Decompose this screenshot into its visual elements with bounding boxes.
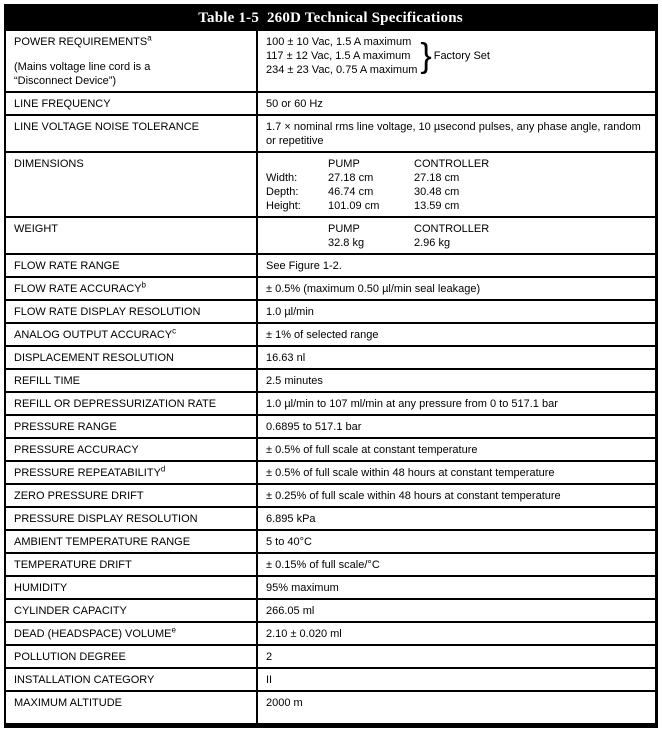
table-row xyxy=(6,276,655,299)
spec-label xyxy=(6,623,258,644)
voltage-option-line: 100 ± 10 Vac, 1.5 A maximum xyxy=(266,36,412,48)
spec-label-text: WEIGHT xyxy=(14,223,58,235)
grid-cell: CONTROLLER xyxy=(414,158,490,170)
voltage-options xyxy=(266,35,417,77)
spec-value-text: 6.895 kPa xyxy=(266,513,316,525)
spec-label-line xyxy=(14,604,250,618)
spec-label xyxy=(6,347,258,368)
spec-label-text: MAXIMUM ALTITUDE xyxy=(14,697,122,709)
spec-label xyxy=(6,485,258,506)
spec-label-line xyxy=(14,397,250,411)
spec-label-text: PRESSURE DISPLAY RESOLUTION xyxy=(14,513,198,525)
spec-label-text: REFILL TIME xyxy=(14,375,81,387)
spec-value-text: ± 1% of selected range xyxy=(266,329,379,341)
spec-label-text: AMBIENT TEMPERATURE RANGE xyxy=(14,536,191,548)
spec-label-line xyxy=(14,259,250,273)
spec-label xyxy=(6,508,258,529)
table-row xyxy=(6,216,655,253)
spec-value xyxy=(258,93,655,114)
table-title-bar xyxy=(6,6,655,31)
table-row xyxy=(6,667,655,690)
spec-label-text: PRESSURE RANGE xyxy=(14,421,117,433)
spec-table xyxy=(4,4,658,728)
spec-label-text: ZERO PRESSURE DRIFT xyxy=(14,490,144,502)
spec-label-text: INSTALLATION CATEGORY xyxy=(14,674,155,686)
spec-label-line xyxy=(14,535,250,549)
spec-value xyxy=(258,531,655,552)
spec-label-text: POWER REQUIREMENTS xyxy=(14,36,148,48)
spec-label-text: DISPLACEMENT RESOLUTION xyxy=(14,352,174,364)
spec-value xyxy=(258,116,655,151)
spec-label-line xyxy=(14,489,250,503)
spec-value-text: 2000 m xyxy=(266,697,303,709)
spec-label xyxy=(6,116,258,151)
spec-label-line xyxy=(14,351,250,365)
spec-label-line xyxy=(14,443,250,457)
spec-label xyxy=(6,531,258,552)
table-row xyxy=(6,299,655,322)
spec-label-line xyxy=(14,35,250,49)
grid-cell: PUMP xyxy=(328,223,360,235)
spec-label-text: HUMIDITY xyxy=(14,582,68,594)
spec-label-line xyxy=(14,328,250,342)
spec-label xyxy=(6,218,258,253)
spec-value xyxy=(258,439,655,460)
spec-label-text: FLOW RATE DISPLAY RESOLUTION xyxy=(14,306,201,318)
table-row xyxy=(6,529,655,552)
spec-label xyxy=(6,439,258,460)
spec-label-line xyxy=(14,673,250,687)
spec-label xyxy=(6,669,258,690)
spec-value-text: 16.63 nl xyxy=(266,352,306,364)
table-row xyxy=(6,621,655,644)
table-row xyxy=(6,151,655,216)
voltage-option-line: 117 ± 12 Vac, 1.5 A maximum xyxy=(266,50,411,62)
spec-value xyxy=(258,485,655,506)
table-row xyxy=(6,483,655,506)
spec-label xyxy=(6,393,258,414)
spec-value-text: ± 0.5% of full scale at constant temperature xyxy=(266,444,478,456)
spec-label-text: ANALOG OUTPUT ACCURACY xyxy=(14,329,173,341)
table-row xyxy=(6,391,655,414)
spec-value-text: ± 0.15% of full scale/°C xyxy=(266,559,380,571)
spec-label xyxy=(6,462,258,483)
spec-value xyxy=(258,393,655,414)
spec-label-note xyxy=(14,60,250,88)
spec-label xyxy=(6,93,258,114)
table-row xyxy=(6,598,655,621)
spec-value xyxy=(258,462,655,483)
grid-cell: 27.18 cm xyxy=(414,172,460,184)
spec-value-text: 5 to 40°C xyxy=(266,536,312,548)
spec-label-line xyxy=(14,650,250,664)
table-row xyxy=(6,552,655,575)
table-row xyxy=(6,253,655,276)
table-row xyxy=(6,644,655,667)
spec-value xyxy=(258,278,655,299)
spec-value xyxy=(258,554,655,575)
spec-value-text: 0.6895 to 517.1 bar xyxy=(266,421,362,433)
footnote-marker: b xyxy=(141,280,146,290)
spec-label xyxy=(6,646,258,667)
table-row xyxy=(6,506,655,529)
spec-label-line xyxy=(14,512,250,526)
spec-value-text: 1.0 µl/min to 107 ml/min at any pressure from 0 to 517.1 bar xyxy=(266,398,558,410)
spec-value xyxy=(258,347,655,368)
table-row xyxy=(6,460,655,483)
spec-label-line xyxy=(14,282,250,296)
spec-label xyxy=(6,600,258,621)
spec-label xyxy=(6,153,258,216)
spec-label-line xyxy=(14,420,250,434)
footnote-marker: e xyxy=(171,625,176,635)
spec-label-line xyxy=(14,120,250,134)
spec-label-line xyxy=(14,558,250,572)
spec-value xyxy=(258,255,655,276)
spec-value-text: 50 or 60 Hz xyxy=(266,98,323,110)
spec-value xyxy=(258,370,655,391)
footnote-marker: a xyxy=(147,33,152,43)
spec-value xyxy=(258,153,655,216)
spec-label-text: TEMPERATURE DRIFT xyxy=(14,559,132,571)
spec-label-text: FLOW RATE RANGE xyxy=(14,260,120,272)
spec-value xyxy=(258,623,655,644)
spec-value-text: II xyxy=(266,674,273,686)
spec-label-line xyxy=(14,581,250,595)
footnote-marker: c xyxy=(172,326,177,336)
spec-value xyxy=(258,218,655,253)
spec-label-line xyxy=(14,305,250,319)
spec-label-line xyxy=(14,696,250,710)
table-row xyxy=(6,322,655,345)
grid-cell: 13.59 cm xyxy=(414,200,460,212)
spec-label-note-line: “Disconnect Device”) xyxy=(14,75,117,87)
spec-label-line xyxy=(14,157,250,171)
pump-controller-grid xyxy=(266,157,647,213)
factory-set-group xyxy=(266,35,647,77)
spec-label-text: POLLUTION DEGREE xyxy=(14,651,126,663)
spec-value xyxy=(258,508,655,529)
spec-label-text: REFILL OR DEPRESSURIZATION RATE xyxy=(14,398,217,410)
spec-value xyxy=(258,577,655,598)
grid-cell: 32.8 kg xyxy=(328,237,365,249)
spec-label xyxy=(6,416,258,437)
pump-controller-grid xyxy=(266,222,647,250)
spec-value xyxy=(258,669,655,690)
table-row xyxy=(6,31,655,91)
spec-label-text: LINE FREQUENCY xyxy=(14,98,111,110)
footnote-marker: d xyxy=(160,464,166,474)
grid-cell: CONTROLLER xyxy=(414,223,490,235)
spec-label-text: CYLINDER CAPACITY xyxy=(14,605,127,617)
spec-label-text: LINE VOLTAGE NOISE TOLERANCE xyxy=(14,121,200,133)
spec-value xyxy=(258,301,655,322)
grid-cell: Depth: xyxy=(266,186,299,198)
grid-cell xyxy=(266,222,328,236)
spec-value xyxy=(258,646,655,667)
spec-value-text: 266.05 ml xyxy=(266,605,315,617)
spec-label-text: PRESSURE ACCURACY xyxy=(14,444,139,456)
grid-cell: 30.48 cm xyxy=(414,186,460,198)
factory-set-label: Factory Set xyxy=(433,50,490,62)
spec-value xyxy=(258,416,655,437)
grid-cell: 101.09 cm xyxy=(328,200,380,212)
grid-cell: PUMP xyxy=(328,158,360,170)
table-title: Table 1-5 260D Technical Specifications xyxy=(198,10,463,26)
spec-value-text: 1.7 × nominal rms line voltage, 10 µsecond pulses, any phase angle, random or repetitive xyxy=(266,121,641,147)
spec-label xyxy=(6,31,258,91)
spec-label-line xyxy=(14,627,250,641)
table-row xyxy=(6,114,655,151)
spec-value xyxy=(258,692,655,723)
spec-label xyxy=(6,324,258,345)
table-row xyxy=(6,690,655,723)
spec-label-text: FLOW RATE ACCURACY xyxy=(14,283,142,295)
spec-label-line xyxy=(14,97,250,111)
spec-table-rows xyxy=(6,31,655,723)
spec-label xyxy=(6,577,258,598)
grid-cell: Height: xyxy=(266,200,301,212)
table-row xyxy=(6,368,655,391)
table-row xyxy=(6,575,655,598)
spec-value xyxy=(258,324,655,345)
grid-cell: Width: xyxy=(266,172,298,184)
grid-cell xyxy=(266,236,328,250)
spec-label-text: DIMENSIONS xyxy=(14,158,84,170)
grid-cell: 27.18 cm xyxy=(328,172,374,184)
spec-label xyxy=(6,301,258,322)
spec-label-line xyxy=(14,222,250,236)
spec-label-text: DEAD (HEADSPACE) VOLUME xyxy=(14,628,172,640)
spec-value-text: 2 xyxy=(266,651,273,663)
spec-value-text: See Figure 1-2. xyxy=(266,260,342,272)
table-row xyxy=(6,414,655,437)
table-row xyxy=(6,91,655,114)
spec-value-text: 2.5 minutes xyxy=(266,375,323,387)
spec-value-text: 2.10 ± 0.020 ml xyxy=(266,628,342,640)
spec-value-text: ± 0.5% of full scale within 48 hours at constant temperature xyxy=(266,467,555,479)
spec-label-line xyxy=(14,374,250,388)
spec-label xyxy=(6,370,258,391)
spec-label xyxy=(6,692,258,723)
voltage-option-line: 234 ± 23 Vac, 0.75 A maximum xyxy=(266,64,418,76)
spec-label-text: PRESSURE REPEATABILITY xyxy=(14,467,161,479)
spec-value-text: ± 0.25% of full scale within 48 hours at constant temperature xyxy=(266,490,561,502)
spec-label-line xyxy=(14,466,250,480)
table-row xyxy=(6,437,655,460)
spec-value-text: ± 0.5% (maximum 0.50 µl/min seal leakage) xyxy=(266,283,481,295)
spec-label-note-line: (Mains voltage line cord is a xyxy=(14,61,151,73)
grid-cell: 2.96 kg xyxy=(414,237,451,249)
grid-cell: 46.74 cm xyxy=(328,186,374,198)
grid-cell xyxy=(266,157,328,171)
spec-label xyxy=(6,554,258,575)
brace-icon: } xyxy=(420,37,432,75)
spec-value-text: 1.0 µl/min xyxy=(266,306,314,318)
spec-value xyxy=(258,600,655,621)
spec-label xyxy=(6,255,258,276)
spec-value-text: 95% maximum xyxy=(266,582,339,594)
spec-label xyxy=(6,278,258,299)
table-row xyxy=(6,345,655,368)
spec-value xyxy=(258,31,655,91)
